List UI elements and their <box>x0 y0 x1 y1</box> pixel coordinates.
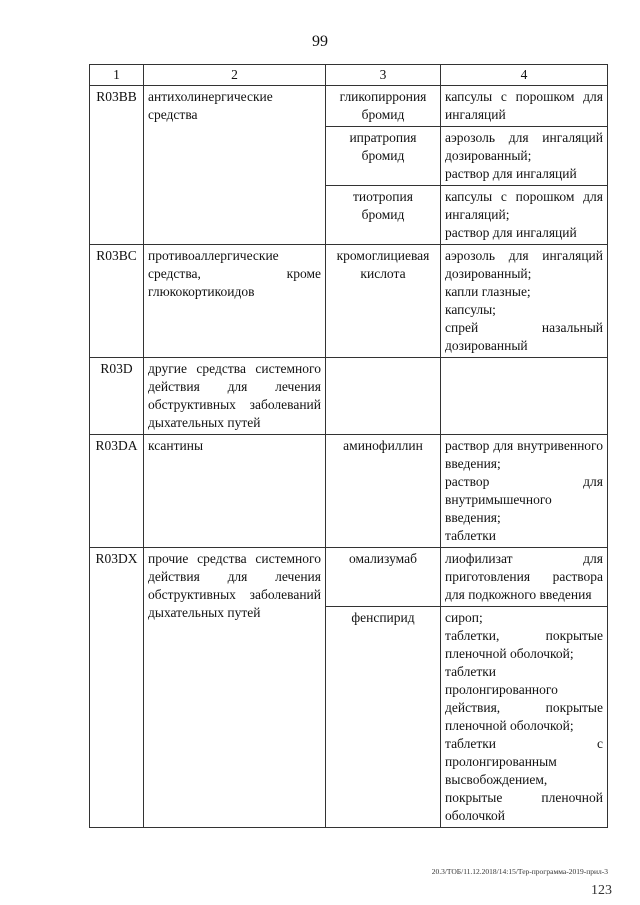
dosage-form-line: раствор для ингаляций <box>445 166 577 181</box>
group-name-cell: противоаллергические средства, кроме глюкокортикоидов <box>144 245 326 358</box>
dosage-form-cell <box>441 548 608 607</box>
column-header-3: 3 <box>326 65 441 86</box>
inn-name-cell: аминофиллин <box>326 435 441 548</box>
sheet-number: 123 <box>591 883 612 898</box>
dosage-form-line: сироп; <box>445 610 483 625</box>
column-header-2: 2 <box>144 65 326 86</box>
dosage-form-cell <box>441 607 608 828</box>
group-name-cell: другие средства системного действия для лечения обструктивных заболеваний дыхательных путей <box>144 358 326 435</box>
dosage-form-cell <box>441 186 608 245</box>
table-body <box>90 86 608 828</box>
table-row <box>90 245 608 358</box>
inn-name-cell: кромоглициевая кислота <box>326 245 441 358</box>
dosage-form-line: раствор для внутривенного введения; <box>445 438 603 471</box>
dosage-form-line: раствор для ингаляций <box>445 225 577 240</box>
dosage-form-cell <box>441 245 608 358</box>
page-number: 99 <box>312 33 328 50</box>
footer-reference: 20.3/ТОБ/11.12.2018/14:15/Тер-программа-2019-прил-3 <box>431 867 608 876</box>
inn-name-cell: омализумаб <box>326 548 441 607</box>
dosage-form-line: раствор для внутримышечного введения; <box>445 474 603 525</box>
group-name-cell: ксантины <box>144 435 326 548</box>
dosage-form-line: капсулы; <box>445 302 496 317</box>
inn-name-cell: ипратропия бромид <box>326 127 441 186</box>
atc-code-cell: R03DA <box>90 435 144 548</box>
dosage-form-line: таблетки пролонгированного действия, покрытые пленочной оболочкой; <box>445 664 603 733</box>
inn-name-cell <box>326 358 441 435</box>
dosage-form-line: капсулы с порошком для ингаляций <box>445 89 603 122</box>
column-header-1: 1 <box>90 65 144 86</box>
dosage-form-line: спрей назальный дозированный <box>445 320 603 353</box>
table-row <box>90 358 608 435</box>
column-header-4: 4 <box>441 65 608 86</box>
dosage-form-line: аэрозоль для ингаляций дозированный; <box>445 130 603 163</box>
dosage-form-line: капли глазные; <box>445 284 531 299</box>
dosage-form-line: аэрозоль для ингаляций дозированный; <box>445 248 603 281</box>
table-header-row <box>90 65 608 86</box>
atc-code-cell: R03DX <box>90 548 144 828</box>
atc-code-cell: R03BC <box>90 245 144 358</box>
dosage-form-line: капсулы с порошком для ингаляций; <box>445 189 603 222</box>
inn-name-cell: фенспирид <box>326 607 441 828</box>
drug-table <box>89 64 608 828</box>
inn-name-cell: тиотропия бромид <box>326 186 441 245</box>
atc-code-cell: R03BB <box>90 86 144 245</box>
dosage-form-cell <box>441 127 608 186</box>
table-row <box>90 86 608 127</box>
dosage-form-line: таблетки <box>445 528 497 543</box>
dosage-form-cell <box>441 86 608 127</box>
dosage-form-line: таблетки с пролонгированным высвобождением, покрытые пленочной оболочкой <box>445 736 603 823</box>
dosage-form-line: лиофилизат для приготовления раствора для подкожного введения <box>445 551 603 602</box>
dosage-form-cell <box>441 358 608 435</box>
group-name-cell: прочие средства системного действия для лечения обструктивных заболеваний дыхательных путей <box>144 548 326 828</box>
dosage-form-cell <box>441 435 608 548</box>
group-name-cell: антихолинергические средства <box>144 86 326 245</box>
atc-code-cell: R03D <box>90 358 144 435</box>
dosage-form-line: таблетки, покрытые пленочной оболочкой; <box>445 628 603 661</box>
table-row <box>90 435 608 548</box>
inn-name-cell: гликопиррония бромид <box>326 86 441 127</box>
table-row <box>90 548 608 607</box>
